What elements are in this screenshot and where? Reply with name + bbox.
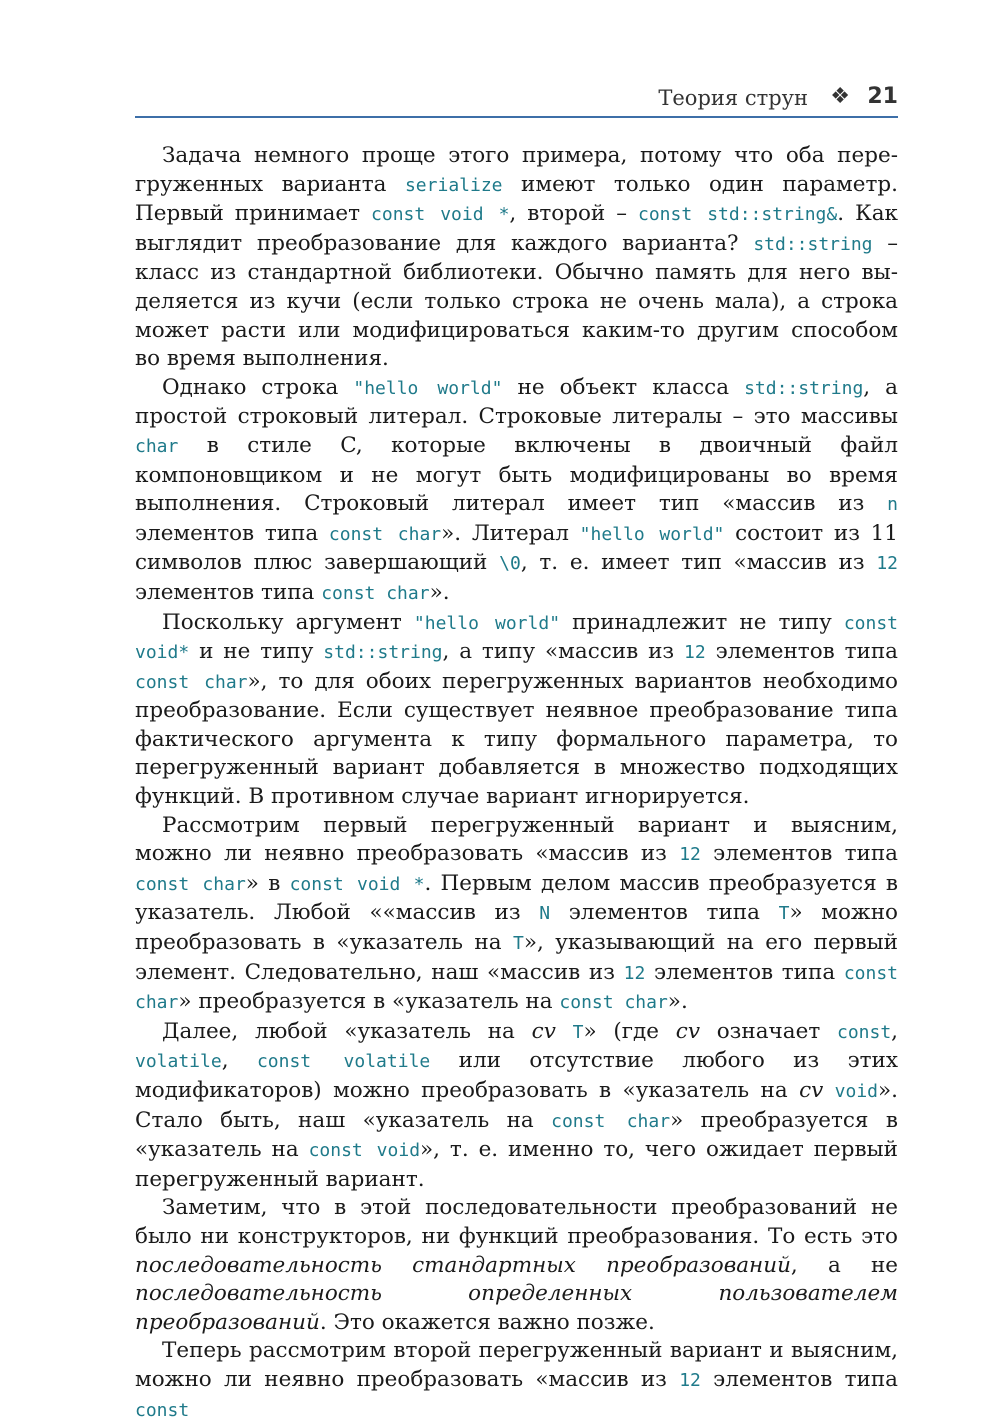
text-run: элементов типа	[550, 900, 779, 926]
inline-code: const void	[308, 1140, 421, 1162]
inline-code: T	[778, 903, 790, 925]
paragraph	[135, 1194, 898, 1337]
text-run: Рассмотрим первый перегруженный вариант и выясним, можно ли неявно преобразовать «массив из	[135, 812, 898, 867]
running-title: Теория струн	[658, 86, 808, 110]
inline-code: const char	[135, 873, 246, 895]
text-run: , а не	[790, 1252, 899, 1278]
text-run	[556, 1019, 573, 1044]
text-run: элементов типа	[645, 959, 844, 985]
inline-code: const std::string&	[638, 204, 838, 226]
text-run: не объект класса	[502, 374, 745, 400]
text-run: элементов типа	[705, 639, 899, 665]
inline-code: T	[513, 933, 524, 955]
text-run: » преобразуется в «указатель на	[135, 1107, 899, 1163]
inline-code: const char	[559, 992, 668, 1014]
inline-code: const char	[135, 962, 898, 1014]
text-run: . Как выглядит преобразование для каждого варианта?	[135, 201, 898, 256]
text-run: в стиле C, которые включены в двоичный файл компоновщиком и не могут быть модифицированы во время выполнения. Строковый литерал имеет тип «массив из	[135, 432, 898, 517]
text-run: и не типу	[189, 639, 324, 665]
text-run: Заметим, что в этой последовательности преобразований не было ни конструкторов, ни функций преобразования. То есть это	[135, 1195, 898, 1249]
inline-code: T	[572, 1021, 584, 1043]
inline-code: std::string	[323, 642, 443, 664]
text-run: ».	[667, 989, 688, 1015]
inline-code: volatile	[135, 1051, 222, 1073]
text-run: » (где	[583, 1018, 676, 1044]
text-run: ». Стало быть, наш «указатель на	[135, 1078, 898, 1133]
inline-code: const char	[328, 523, 442, 545]
text-run: » можно преобразовать в «указатель на	[135, 900, 898, 956]
text-run: состоит из 11 символов плюс завершающий	[135, 520, 898, 576]
text-run: , т. е. имеет тип «массив из	[520, 550, 877, 576]
inline-code: "hello world"	[579, 523, 725, 545]
inline-code: 12	[679, 1369, 701, 1391]
text-run: » в	[245, 870, 290, 896]
text-run: Далее, любой «указатель на	[162, 1018, 532, 1044]
text-run: Теперь рассмотрим второй перегруженный вариант и выясним, можно ли неявно преобразовать «массив из	[135, 1338, 898, 1392]
italic-text: cv	[799, 1078, 824, 1103]
text-run: », т. е. именно то, чего ожидает первый перегруженный вариант.	[135, 1137, 899, 1192]
text-run: Задача немного проще этого примера, потому что оба перегруженных варианта	[135, 143, 898, 197]
inline-code: const void *	[371, 204, 510, 226]
inline-code: std::string	[753, 233, 873, 255]
inline-code: const void*	[135, 612, 899, 664]
text-run: или отсутствие любого из этих модификаторов) можно преобразовать в «указатель на	[135, 1048, 899, 1103]
text-run: ,	[891, 1018, 899, 1044]
inline-code: std::string	[744, 377, 864, 399]
text-run: », указывающий на его первый элемент. Следовательно, наш «массив из	[135, 930, 898, 985]
text-run: означает	[699, 1018, 837, 1044]
body-text	[135, 142, 898, 1425]
text-run: – класс из стандартной библиотеки. Обычно память для него выделяется из кучи (если только строка не очень мала), а строка может расти или модифицироваться каким-то другим способом во время выполнения.	[135, 230, 898, 372]
inline-code: 12	[679, 844, 701, 866]
ornament-icon: ❖	[830, 84, 850, 109]
text-run: » преобразуется в «указатель на	[178, 989, 560, 1015]
paragraph	[135, 1018, 898, 1195]
italic-text: cv	[675, 1018, 700, 1044]
text-run: элементов типа	[135, 520, 329, 546]
paragraph	[135, 609, 898, 812]
inline-code: const char	[551, 1110, 671, 1132]
text-run: , второй –	[509, 201, 638, 227]
text-run: принадлежит не типу	[560, 609, 844, 635]
inline-code: void	[834, 1081, 878, 1102]
text-run: элементов типа	[700, 1366, 898, 1392]
text-run: . Это окажется важно позже.	[319, 1309, 655, 1335]
text-run: имеют только один параметр. Первый принимает	[135, 171, 899, 227]
inline-code: 12	[623, 962, 646, 984]
text-run: ,	[221, 1048, 257, 1074]
inline-code: const char	[321, 582, 430, 604]
paragraph	[135, 812, 898, 1018]
paragraph	[135, 1337, 898, 1425]
inline-code: char	[135, 435, 179, 457]
paragraph	[135, 374, 898, 609]
text-run: элементов типа	[700, 841, 898, 867]
inline-code: "hello world"	[353, 377, 503, 399]
italic-text: последовательность стандартных преобразований	[135, 1252, 791, 1278]
inline-code: N	[539, 903, 551, 925]
text-run: ». Литерал	[441, 520, 580, 546]
page-number: 21	[867, 84, 898, 109]
inline-code: serialize	[404, 174, 503, 196]
inline-code: 12	[876, 553, 898, 575]
text-run: . Первым делом массив преобразуется в указатель. Любой ««массив из	[135, 870, 899, 926]
inline-code: const void *	[289, 873, 425, 895]
inline-code: 12	[684, 642, 706, 664]
inline-code: const char	[135, 671, 248, 693]
inline-code: "hello world"	[413, 612, 561, 634]
inline-code: \0	[499, 553, 521, 575]
inline-code: const volatile	[256, 1051, 431, 1073]
text-run: , а простой строковый литерал. Строковые литералы – это массивы	[135, 374, 898, 430]
text-run: , а типу «массив из	[442, 639, 685, 665]
italic-text: cv	[531, 1018, 556, 1044]
inline-code: const	[135, 1399, 190, 1421]
text-run: ».	[429, 579, 450, 605]
text-run	[823, 1078, 834, 1103]
inline-code: n	[887, 494, 898, 516]
text-run: », то для обоих перегруженных вариантов необходимо преобразование. Если существует неявное преобразование типа фактического аргумента к типу формального параметра, то перегруженный вариант добавляется в множество подходящих функций. В противном случае вариант игнорируется.	[135, 668, 898, 810]
inline-code: const	[836, 1021, 892, 1043]
page-header	[135, 84, 898, 118]
text-run: элементов типа	[135, 579, 322, 605]
paragraph	[135, 142, 898, 374]
text-run: Однако строка	[162, 374, 354, 400]
text-run: Поскольку аргумент	[162, 609, 414, 635]
italic-text: последовательность определенных пользователем преобразований	[135, 1281, 898, 1335]
